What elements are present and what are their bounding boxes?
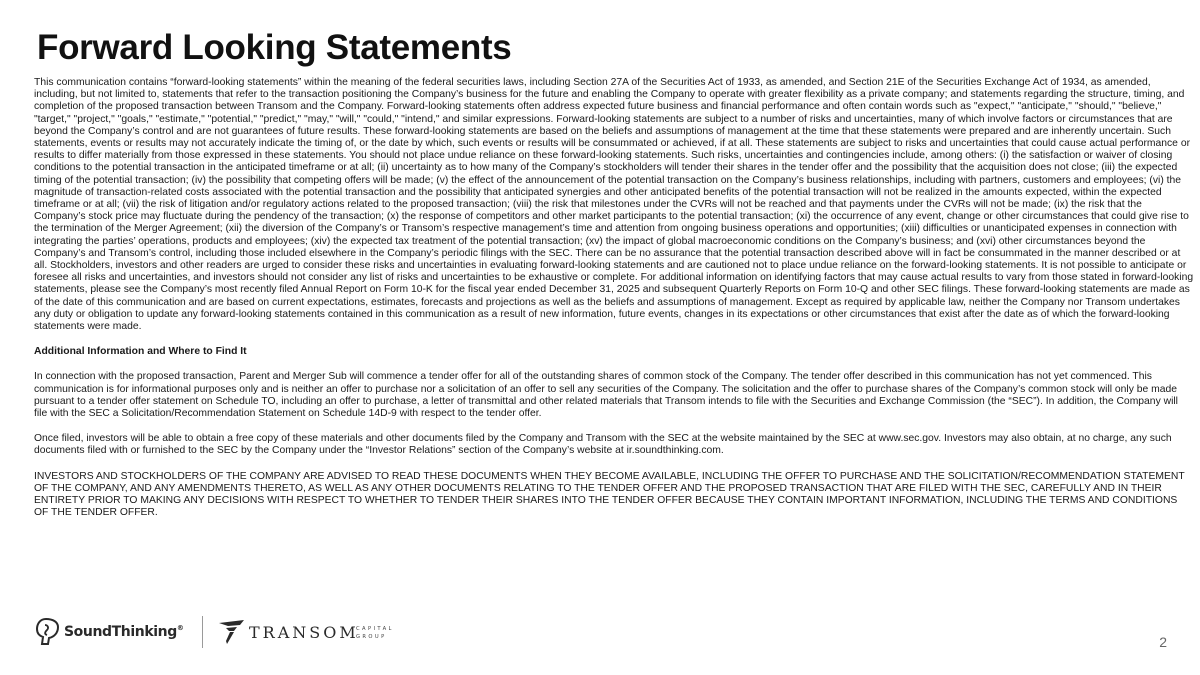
sec-filing-paragraph: Once filed, investors will be able to obtain a free copy of these materials and other documents filed by the Company and Transom with the SEC at the website maintained by the SEC at www.sec.gov. Investors may also obtain, at no charge, any such documents filed with or furnished to the SEC by the Company under the “Investor Relations” section of the Company’s website at ir.soundthinking.com. <box>34 433 1172 457</box>
disclaimer-body <box>34 77 1194 520</box>
footer-logos <box>34 612 434 652</box>
slide-title: Forward Looking Statements <box>37 28 512 67</box>
forward-looking-paragraph: This communication contains “forward-looking statements” within the meaning of the federal securities laws, including Section 27A of the Securities Act of 1933, as amended, and Section 21E of the Securities Exchange Act of 1934, as amended, including, but not limited to, statements that refer to the transaction positioning the Company’s business for the future and enabling the Company to operate with greater flexibility as a private company; and statements regarding the structure, timing, and completion of the proposed transaction between Transom and the Company. Forward-looking statements often address expected future business and financial performance and often contain words such as "expect," "anticipate," "should," "believe," "target," "project," "goals," "estimate," "potential," "predict," "may," "will," "could," "intend," and similar expressions. Forward-looking statements are subject to a number of risks and uncertainties, many of which involve factors or circumstances that are beyond the Company’s control and are not guarantees of future results. These forward-looking statements are based on the beliefs and assumptions of management at the time that these statements were prepared and are inherently uncertain. Such statements, events or results may not accurately indicate the timing of, or the date by which, such events or results will be consummated or achieved, if at all. These statements are subject to risks and uncertainties that could cause actual performance or results to differ materially from those expressed in these statements. You should not place undue reliance on these forward-looking statements. Such risks, uncertainties and contingencies include, among others: (i) the satisfaction or waiver of closing conditions to the potential transaction in the anticipated timeframe or at all; (ii) uncertainty as to how many of the Company’s stockholders will tender their shares in the tender offer and the possibility that the acquisition does not close; (iii) the expected timing of the potential transaction; (iv) the possibility that competing offers will be made; (v) the effect of the announcement of the potential transaction on the Company’s business relationships, including with partners, customers and employees; (vi) the magnitude of transaction-related costs associated with the potential transaction and the possibility that anticipated synergies and other anticipated benefits of the potential transaction will not be realized in the amounts expected, within the expected timeframe or at all; (vii) the risk of litigation and/or regulatory actions related to the proposed transaction; (viii) the risk that milestones under the CVRs will not be reached and that payments under the CVRs will not be made; (ix) the risk that the Company’s stock price may fluctuate during the pendency of the transaction; (x) the response of competitors and other market participants to the potential transaction; (xi) the occurrence of any event, change or other circumstances that could give rise to the termination of the Merger Agreement; (xii) the diversion of the Company’s or Transom’s respective management’s time and attention from ongoing business operations and opportunities; (xiii) difficulties or unanticipated expenses in connection with integrating the parties’ operations, products and employees; (xiv) the expected tax treatment of the potential transaction; (xv) the impact of global macroeconomic conditions on the Company’s business; and (xvi) other circumstances beyond the Company’s and Transom’s control, including those included elsewhere in the Company’s periodic filings with the SEC. There can be no assurance that the potential transaction described above will in fact be consummated in the manner described or at all. Stockholders, investors and other readers are urged to consider these risks and uncertainties in evaluating forward-looking statements and are cautioned not to place undue reliance on the forward-looking statements. It is not possible to anticipate or foresee all risks and uncertainties, and investors should not consider any list of risks and uncertainties to be exhaustive or complete. For additional information on identifying factors that may cause actual results to vary from those stated in forward-looking statements, please see the Company’s most recently filed Annual Report on Form 10-K for the fiscal year ended December 31, 2025 and subsequent Quarterly Reports on Form 10-Q and other SEC filings. These forward-looking statements are made as of the date of this communication and are based on current expectations, estimates, forecasts and projections as well as the beliefs and assumptions of management. Except as required by applicable law, neither the Company nor Transom undertakes any duty or obligation to update any forward-looking statements contained in this communication as a result of new information, future events, changes in its expectations or other circumstances that exist after the date as of which the forward-looking statements were made. <box>34 77 1194 333</box>
transom-capital-group-text: CAPITAL GROUP <box>356 626 394 640</box>
soundthinking-wordmark: SoundThinking® <box>64 624 184 640</box>
soundthinking-logo <box>34 616 194 646</box>
transom-capital-logo <box>216 617 416 647</box>
tender-offer-paragraph: In connection with the proposed transaction, Parent and Merger Sub will commence a tender offer for all of the outstanding shares of common stock of the Company. The tender offer described in this communication has not yet commenced. This communication is for informational purposes only and is neither an offer to purchase nor a solicitation of an offer to sell any securities of the Company. The solicitation and the offer to purchase shares of the Company’s common stock will only be made pursuant to a tender offer statement on Schedule TO, including an offer to purchase, a letter of transmittal and other related materials that Transom intends to file with the Securities and Exchange Commission (the “SEC”). In addition, the Company will file with the SEC a Solicitation/Recommendation Statement on Schedule 14D-9 with respect to the tender offer. <box>34 371 1178 420</box>
investors-advisory-paragraph: INVESTORS AND STOCKHOLDERS OF THE COMPANY ARE ADVISED TO READ THESE DOCUMENTS WHEN THEY BECOME AVAILABLE, INCLUDING THE OFFER TO PURCHASE AND THE SOLICITATION/RECOMMENDATION STATEMENT OF THE COMPANY, AND ANY AMENDMENTS THERETO, AS WELL AS ANY OTHER DOCUMENTS RELATING TO THE TENDER OFFER AND THE PROPOSED TRANSACTION THAT ARE FILED WITH THE SEC, CAREFULLY AND IN THEIR ENTIRETY PRIOR TO MAKING ANY DECISIONS WITH RESPECT TO WHETHER TO TENDER THEIR SHARES INTO THE TENDER OFFER BECAUSE THEY CONTAIN IMPORTANT INFORMATION, INCLUDING THE TERMS AND CONDITIONS OF THE TENDER OFFER. <box>34 470 1185 519</box>
soundthinking-logo-mark-icon <box>34 616 62 646</box>
transom-logo-mark-icon <box>216 617 246 645</box>
page-number: 2 <box>1159 634 1167 650</box>
additional-information-heading: Additional Information and Where to Find It <box>34 346 247 358</box>
transom-wordmark: TRANSOM <box>249 623 359 642</box>
footer-divider <box>202 616 203 648</box>
